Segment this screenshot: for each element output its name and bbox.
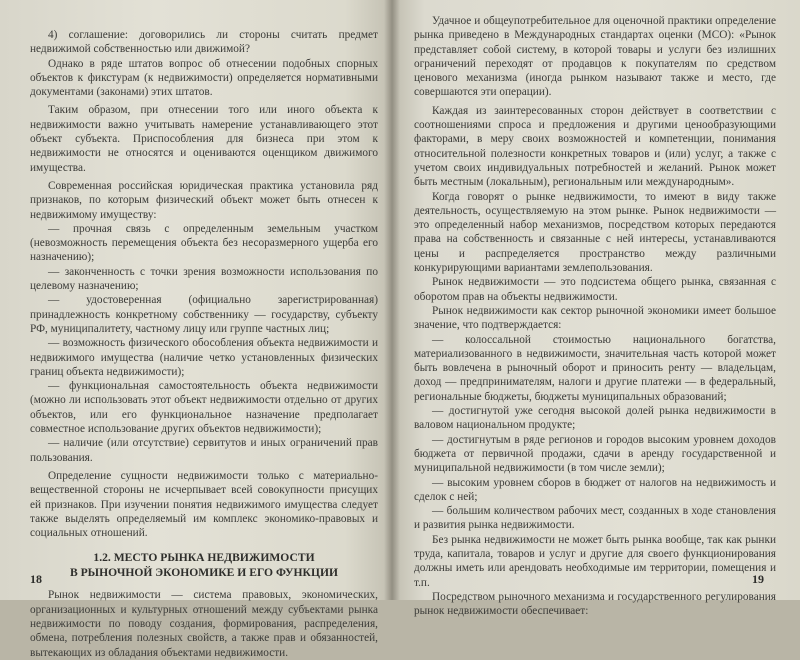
left-list-item: — наличие (или отсутствие) сервитутов и иных ограничений прав пользования. xyxy=(30,437,378,464)
left-paragraph: Современная российская юридическая практика установила ряд признаков, по которым физический объект может быть отнесен к недвижимому имуществу: xyxy=(30,179,378,221)
left-page xyxy=(0,0,392,659)
section-heading-line1: 1.2. МЕСТО РЫНКА НЕДВИЖИМОСТИ xyxy=(93,551,315,565)
right-paragraph: Когда говорят о рынке недвижимости, то имеют в виду также деятельность, осуществляемую на этом рынке. Рынок недвижимости — это определенный набор механизмов, посредством которых передаются права на собственность и связанные с ней интересы, устанавливаются цены и распределяется пространство между различными конкурирующими вариантами землепользования. xyxy=(414,190,776,275)
right-paragraph: Рынок недвижимости — это подсистема общего рынка, связанная с оборотом прав на объекты недвижимости. xyxy=(414,276,776,303)
left-list-item: — прочная связь с определенным земельным участком (невозможность перемещения объекта без несоразмерного ущерба его назначению); xyxy=(30,222,378,264)
right-paragraph: Удачное и общеупотребительное для оценочной практики определение рынка приведено в Международных стандартах оценки (МСО): «Рынок представляет собой систему, в которой товары и услуги без излишних ограничений переходят от продавцов к покупателям по средством ценового механизма (иногда рынком называют также и место, где совершаются эти операции). xyxy=(414,15,776,99)
right-paragraph: Посредством рыночного механизма и государственного регулирования рынок недвижимости обеспечивает: xyxy=(414,590,776,618)
left-list-item: — удостоверенная (официально зарегистрированная) принадлежность конкретному собственнику — государству, субъекту РФ, муниципалитету, частному лицу или группе частных лиц; xyxy=(30,294,378,335)
section-heading-line2: В РЫНОЧНОЙ ЭКОНОМИКЕ И ЕГО ФУНКЦИИ xyxy=(69,566,339,580)
section-heading xyxy=(30,550,378,580)
right-page xyxy=(392,0,800,618)
right-list-item: — высоким уровнем сборов в бюджет от налогов на недвижимость и сделок с ней; xyxy=(414,476,776,503)
left-paragraph: Определение сущности недвижимости только с материально-вещественной стороны не исчерпывает всей совокупности присущих ей признаков. При изучении понятия недвижимого имущества следует также выделять определяемый им комплекс экономико-правовых и социальных отношений. xyxy=(30,469,378,540)
page-number-right: 19 xyxy=(752,571,764,586)
right-paragraph: Каждая из заинтересованных сторон действует в соответствии с соотношениями спроса и предложения и другими ценообразующими факторами, в меру своих возможностей и компетенции, понимания относительной полезности конкретных товаров и (или) услуг, а также с учетом своих индивидуальных потребностей и желаний. Рынок может быть местным (локальным), региональным или международным». xyxy=(414,104,776,189)
left-list-item: — законченность с точки зрения возможности использования по целевому назначению; xyxy=(30,265,378,293)
left-list-item: — возможность физического обособления объекта недвижимости и недвижимого имущества (наличие четко установленных физических границ объекта недвижимости); xyxy=(30,337,378,378)
left-paragraph: 4) соглашение: договорились ли стороны считать предмет недвижимой собственностью или движимой? xyxy=(30,29,378,56)
left-paragraph: Рынок недвижимости — система правовых, экономических, организационных и культурных отношений между субъектами рынка недвижимости по поводу создания, формирования, распределения, обмена, потребления полезных свойств, а также прав и обязанностей, вытекающих из обладания объектами недвижимости. xyxy=(30,589,378,659)
right-list-item: — достигнутой уже сегодня высокой долей рынка недвижимости в валовом национальном продукте; xyxy=(414,405,776,432)
page-number-left: 18 xyxy=(30,571,42,586)
left-paragraph: Однако в ряде штатов вопрос об отнесении подобных спорных объектов к фикстурам (к недвижимости) определяется нормативными документами (законами) этих штатов. xyxy=(30,57,378,99)
right-paragraph: Без рынка недвижимости не может быть рынка вообще, так как рынки труда, капитала, товаров и услуг и другие для своего функционирования должны иметь или арендовать необходимые им территории, помещения и т.п. xyxy=(414,533,776,589)
right-list-item: — колоссальной стоимостью национального богатства, материализованного в недвижимости, значительная часть которой может быть вовлечена в рыночный оборот и приносить ренту — владельцам, доход — предпринимателям, налоги и другие платежи — в федеральный, региональные бюджеты, бюджеты муниципальных образований; xyxy=(414,333,776,403)
right-list-item: — большим количеством рабочих мест, созданных в ходе становления и развития рынка недвижимости. xyxy=(414,505,776,532)
left-paragraph: Таким образом, при отнесении того или иного объекта к недвижимости важно учитывать намерение устанавливающего этот объект субъекта. Приспособления для бизнеса при этом к недвижимости не относятся и оцениваются оценщиком движимого имущества. xyxy=(30,104,378,174)
left-list-item: — функциональная самостоятельность объекта недвижимости (можно ли использовать этот объект недвижимости отдельно от других объектов, или его функциональное назначение предполагает совместное использование других объектов недвижимости); xyxy=(30,380,378,436)
right-list-item: — достигнутым в ряде регионов и городов высоким уровнем доходов бюджета от первичной продажи, сдачи в аренду государственной и муниципальной недвижимости (в том числе земли); xyxy=(414,433,776,475)
right-paragraph: Рынок недвижимости как сектор рыночной экономики имеет большое значение, что подтверждается: xyxy=(414,304,776,332)
